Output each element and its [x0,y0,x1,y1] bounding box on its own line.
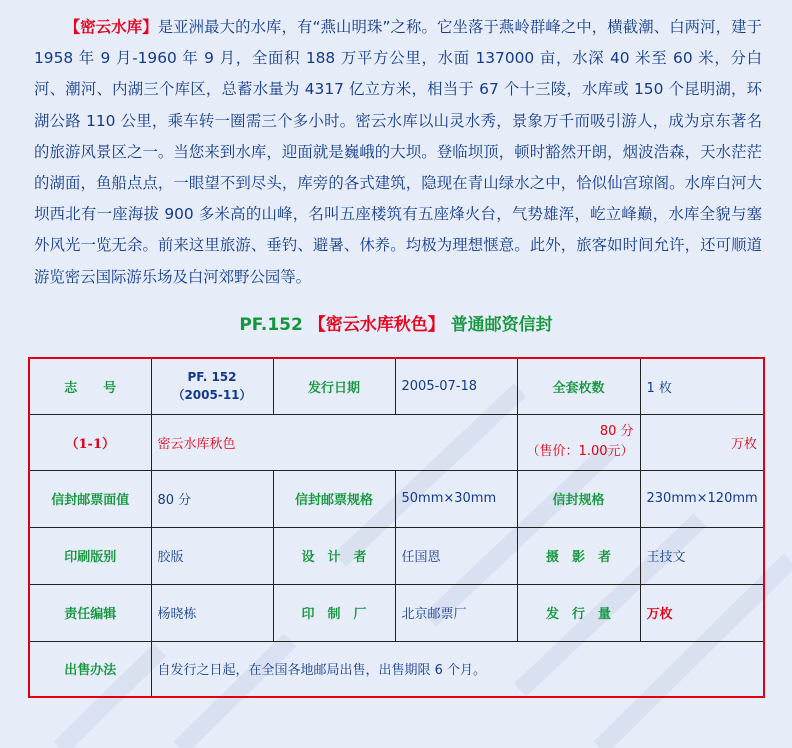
sale-method-value: 自发行之日起，在全国各地邮局出售，出售期限 6 个月。 [151,641,764,697]
item-face-value: 80 分 [599,424,634,439]
title-name: 【密云水库秋色】 [308,315,445,335]
stamp-code-line1: PF. 152 [187,370,237,385]
issue-date-value: 2005-07-18 [395,358,517,414]
stamp-info-table [28,357,765,698]
printer-label: 印 制 厂 [273,584,395,641]
issue-date-label: 发行日期 [273,358,395,414]
photographer-label: 摄 影 者 [517,527,640,584]
envelope-size-value: 230mm×120mm [640,470,764,527]
table-row [29,641,764,697]
designer-label: 设 计 者 [273,527,395,584]
intro-highlight: 【密云水库】 [64,18,158,36]
envelope-size-label: 信封规格 [517,470,640,527]
stamp-code [151,358,273,414]
item-price [517,414,640,470]
title-subtitle: 普通邮资信封 [450,315,553,335]
sale-method-label: 出售办法 [29,641,151,697]
table-row [29,414,764,470]
designer-value: 任国恩 [395,527,517,584]
circulation-label: 发 行 量 [517,584,640,641]
item-number: （1-1） [29,414,151,470]
table-row [29,358,764,414]
stamp-title [0,311,792,339]
stamp-value-label: 信封邮票面值 [29,470,151,527]
stamp-size-label: 信封邮票规格 [273,470,395,527]
printer-value: 北京邮票厂 [395,584,517,641]
photographer-value: 王技文 [640,527,764,584]
item-quantity: 万枚 [640,414,764,470]
circulation-value: 万枚 [640,584,764,641]
intro-text: 是亚洲最大的水库，有“燕山明珠”之称。它坐落于燕岭群峰之中，横截潮、白两河，建于 1958 年 9 月-1960 年 9 月，全面积 188 万平方公里，水面 137000 亩，水深 40 米至 60 米，分白河、潮河、内湖三个库区，总蓄水量为 4317 亿立方米，相当于 67 个十三陵，水库或 150 个昆明湖，环湖公路 110 公里，乘车转一圈需三个多小时。密云水库以山灵水秀，景象万千而吸引游人，成为京东著名的旅游风景区之一。当您来到水库，迎面就是巍峨的大坝。登临坝顶，顿时豁然开朗，烟波浩森，天水茫茫的湖面，鱼船点点，一眼望不到尽头，库旁的各式建筑，隐现在青山绿水之中，恰似仙宫琼阁。水库白河大坝西北有一座海拔 900 多米高的山峰，名叫五座楼筑有五座烽火台，气势雄浑，屹立峰巅，水库全貌与塞外风光一览无余。前来这里旅游、垂钓、避暑、休养。均极为理想惬意。此外，旅客如时间允许，还可顺道游览密云国际游乐场及白河郊野公园等。 [34,18,762,286]
item-sale-price: （售价：1.00元） [526,444,634,459]
print-type-label: 印刷版别 [29,527,151,584]
zhihao-label: 志 号 [29,358,151,414]
set-count-label: 全套枚数 [517,358,640,414]
editor-value: 杨晓栋 [151,584,273,641]
set-count-value: 1 枚 [640,358,764,414]
title-code: PF.152 [239,315,303,335]
table-row [29,584,764,641]
table-row [29,470,764,527]
intro-paragraph [34,12,762,293]
table-row [29,527,764,584]
stamp-value: 80 分 [151,470,273,527]
stamp-size-value: 50mm×30mm [395,470,517,527]
editor-label: 责任编辑 [29,584,151,641]
print-type-value: 胶版 [151,527,273,584]
stamp-code-line2: （2005-11） [172,388,252,403]
item-name: 密云水库秋色 [151,414,517,470]
